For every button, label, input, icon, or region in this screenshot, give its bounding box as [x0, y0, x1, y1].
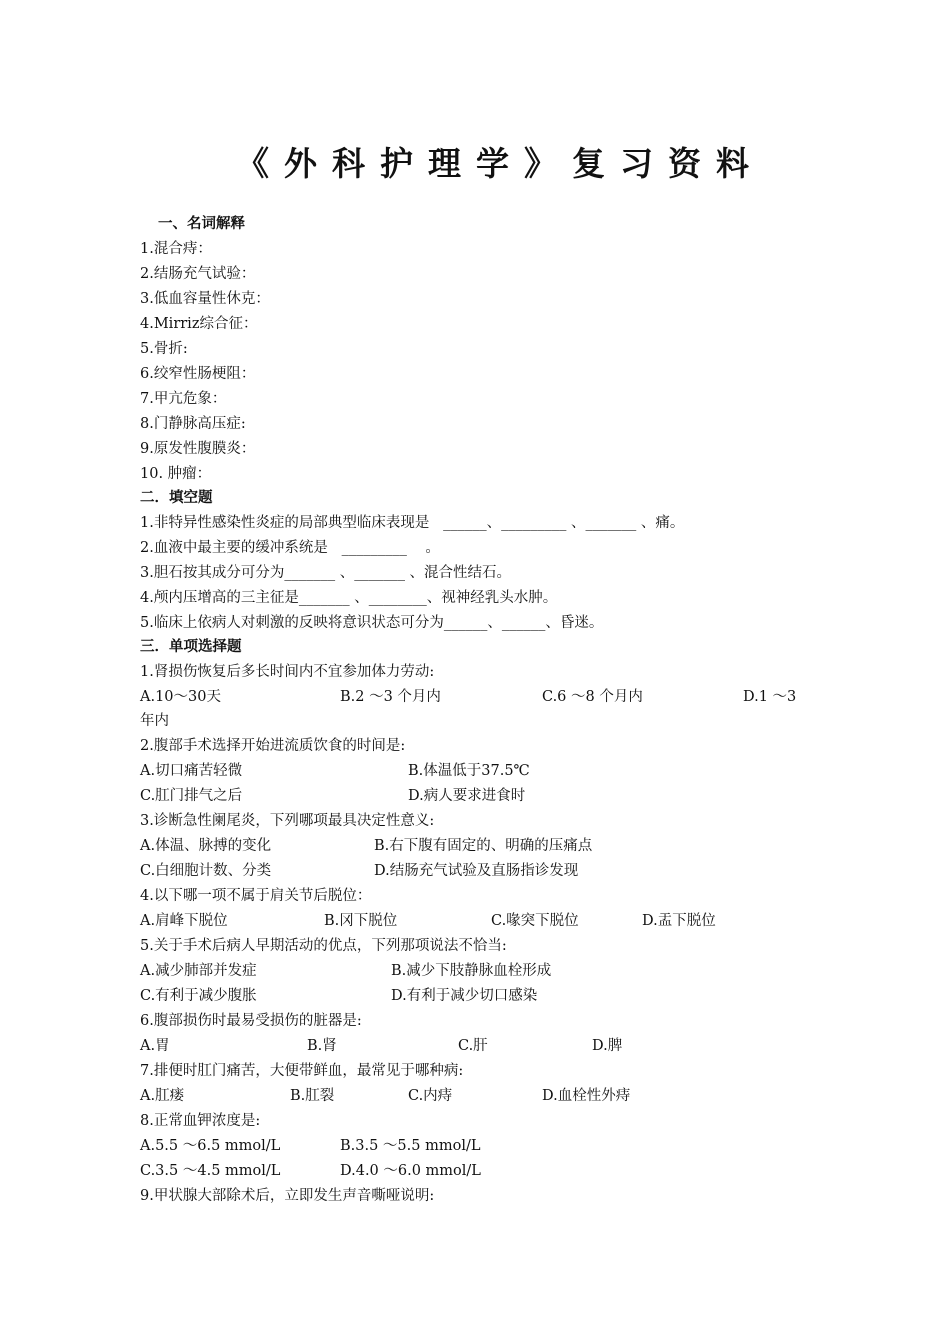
option-d: D.病人要求进食时	[408, 788, 526, 804]
option-b: B.肾	[307, 1038, 337, 1054]
term-item: 9.原发性腹膜炎：	[140, 441, 256, 457]
question-stem: 2.腹部手术选择开始进流质饮食的时间是:	[140, 738, 406, 754]
option-b: B.冈下脱位	[324, 913, 398, 929]
fill-blank-item: 3.胆石按其成分可分为_______ 、_______ 、混合性结石。	[140, 565, 512, 581]
option-a: A.肩峰下脱位	[140, 913, 228, 929]
question-stem: 7.排便时肛门痛苦，大便带鲜血，最常见于哪种病:	[140, 1063, 464, 1079]
term-item: 2.结肠充气试验：	[140, 266, 256, 282]
option-a: A.10～30天	[140, 689, 221, 705]
section-heading-fill-blank: 二．填空题	[140, 489, 213, 506]
fill-blank-item: 4.颅内压增高的三主征是_______ 、________、视神经乳头水肿。	[140, 590, 558, 606]
term-item: 6.绞窄性肠梗阻：	[140, 366, 256, 382]
option-b: B.肛裂	[290, 1088, 335, 1104]
option-d: D.脾	[592, 1038, 623, 1054]
question-stem: 8.正常血钾浓度是:	[140, 1113, 261, 1129]
option-d-wrap: 年内	[140, 713, 169, 729]
term-item: 5.骨折:	[140, 341, 188, 357]
question-stem: 5.关于手术后病人早期活动的优点，下列那项说法不恰当:	[140, 938, 507, 954]
fill-blank-item: 1.非特异性感染性炎症的局部典型临床表现是 ______、_________ 、_______ 、痛。	[140, 515, 685, 531]
option-b: B.体温低于37.5℃	[408, 763, 530, 779]
option-d: D.结肠充气试验及直肠指诊发现	[374, 863, 579, 879]
option-a: A.5.5 ～6.5 mmol/L	[140, 1138, 281, 1154]
option-a: A.体温、脉搏的变化	[140, 838, 272, 854]
option-c: C.有利于减少腹胀	[140, 988, 257, 1004]
question-stem: 3.诊断急性阑尾炎，下列哪项最具决定性意义:	[140, 813, 435, 829]
option-c: C.6 ～8 个月内	[542, 689, 643, 705]
option-c: C.肝	[458, 1038, 488, 1054]
fill-blank-item: 5.临床上依病人对刺激的反映将意识状态可分为______、______、昏迷。	[140, 615, 604, 631]
term-item: 3.低血容量性休克：	[140, 291, 270, 307]
document-title: 《外科护理学》复习资料	[236, 144, 764, 183]
option-c: C.白细胞计数、分类	[140, 863, 272, 879]
question-stem: 1.肾损伤恢复后多长时间内不宜参加体力劳动:	[140, 664, 435, 680]
option-b: B.2 ～3 个月内	[340, 689, 441, 705]
term-item: 4.Mirriz综合征：	[140, 316, 258, 332]
section-heading-choice: 三．单项选择题	[140, 638, 242, 655]
question-stem: 6.腹部损伤时最易受损伤的脏器是:	[140, 1013, 362, 1029]
term-item: 1.混合痔：	[140, 241, 212, 257]
option-a: A.肛瘘	[140, 1088, 185, 1104]
option-c: C.内痔	[408, 1088, 453, 1104]
fill-blank-item: 2.血液中最主要的缓冲系统是 _________ 。	[140, 540, 440, 556]
term-item: 8.门静脉高压症:	[140, 416, 246, 432]
option-d: D.血栓性外痔	[542, 1088, 631, 1104]
question-stem: 9.甲状腺大部除术后，立即发生声音嘶哑说明:	[140, 1188, 435, 1204]
option-c: C.肛门排气之后	[140, 788, 243, 804]
option-c: C.3.5 ～4.5 mmol/L	[140, 1163, 281, 1179]
term-item: 7.甲亢危象：	[140, 391, 227, 407]
option-a: A.减少肺部并发症	[140, 963, 257, 979]
option-d: D.4.0 ～6.0 mmol/L	[340, 1163, 481, 1179]
option-b: B.3.5 ～5.5 mmol/L	[340, 1138, 481, 1154]
option-b: B.减少下肢静脉血栓形成	[391, 963, 552, 979]
term-item: 10. 肿瘤：	[140, 466, 212, 482]
option-d: D.1 ～3	[743, 689, 797, 705]
option-a: A.胃	[140, 1038, 170, 1054]
question-stem: 4.以下哪一项不属于肩关节后脱位：	[140, 888, 372, 904]
option-c: C.喙突下脱位	[491, 913, 579, 929]
option-a: A.切口痛苦轻微	[140, 763, 243, 779]
option-d: D.有利于减少切口感染	[391, 988, 538, 1004]
option-d: D.盂下脱位	[642, 913, 716, 929]
section-heading-terms: 一、名词解释	[158, 215, 245, 232]
option-b: B.右下腹有固定的、明确的压痛点	[374, 838, 593, 854]
